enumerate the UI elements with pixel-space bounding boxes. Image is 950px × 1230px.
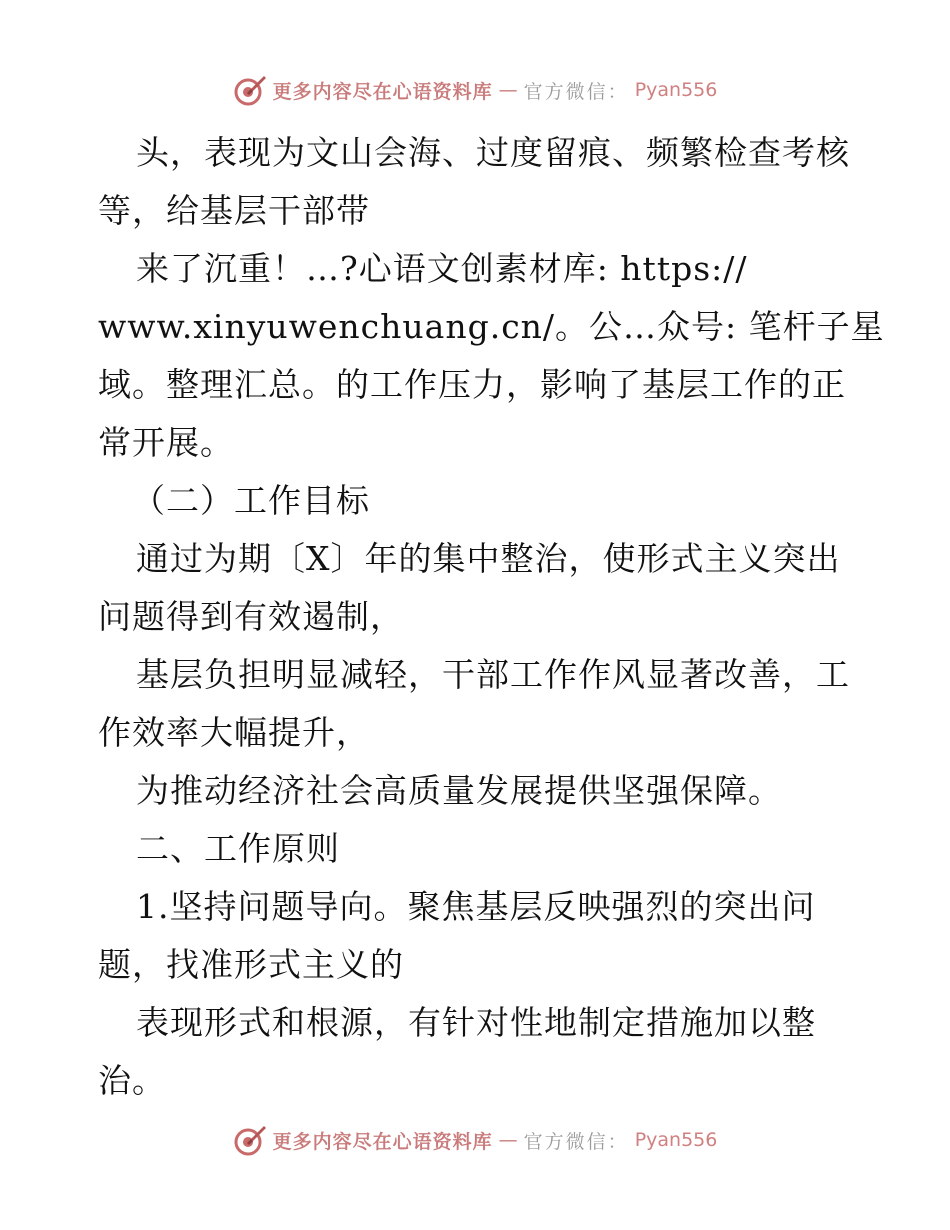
- banner-wechat-id: Pyan556: [634, 1129, 718, 1151]
- section-heading: 二、工作原则: [136, 829, 340, 868]
- text-line: 为推动经济社会高质量发展提供坚强保障。: [136, 771, 782, 810]
- text-line: 问题得到有效遏制，: [98, 597, 404, 636]
- text-line: 通过为期〔X〕年的集中整治，使形式主义突出: [136, 539, 841, 578]
- text-line: www.xinyuwenchuang.cn/。公…众号: 笔杆子星: [98, 307, 885, 346]
- text-line: 1.坚持问题导向。聚焦基层反映强烈的突出问: [136, 887, 816, 926]
- text-line: 域。整理汇总。的工作压力，影响了基层工作的正: [98, 365, 846, 404]
- text-line: 来了沉重！…?心语文创素材库: https://: [136, 249, 748, 288]
- text-line: 基层负担明显减轻，干部工作作风显著改善，工: [136, 655, 850, 694]
- text-line: 表现形式和根源，有针对性地制定措施加以整: [136, 1003, 816, 1042]
- pen-logo-icon: [233, 73, 267, 107]
- text-line: 头，表现为文山会海、过度留痕、频繁检查考核: [136, 133, 850, 172]
- banner-wechat-label: 官方微信：: [523, 1130, 629, 1153]
- banner-dash: —: [498, 79, 518, 101]
- banner-dash: —: [498, 1129, 518, 1151]
- text-line: 常开展。: [98, 423, 234, 462]
- banner-wechat-id: Pyan556: [634, 79, 718, 101]
- text-line: 题，找准形式主义的: [98, 945, 404, 984]
- pen-logo-icon: [233, 1123, 267, 1157]
- section-heading: （二）工作目标: [132, 481, 370, 520]
- text-line: 作效率大幅提升，: [98, 713, 370, 752]
- banner-title: 更多内容尽在心语资料库: [272, 80, 493, 103]
- banner-wechat-label: 官方微信：: [523, 80, 629, 103]
- text-line: 治。: [98, 1061, 166, 1100]
- text-line: 等，给基层干部带: [98, 191, 370, 230]
- banner-title: 更多内容尽在心语资料库: [272, 1130, 493, 1153]
- document-body: [98, 124, 885, 1110]
- footer-banner: [0, 1122, 950, 1158]
- header-banner: [0, 72, 950, 108]
